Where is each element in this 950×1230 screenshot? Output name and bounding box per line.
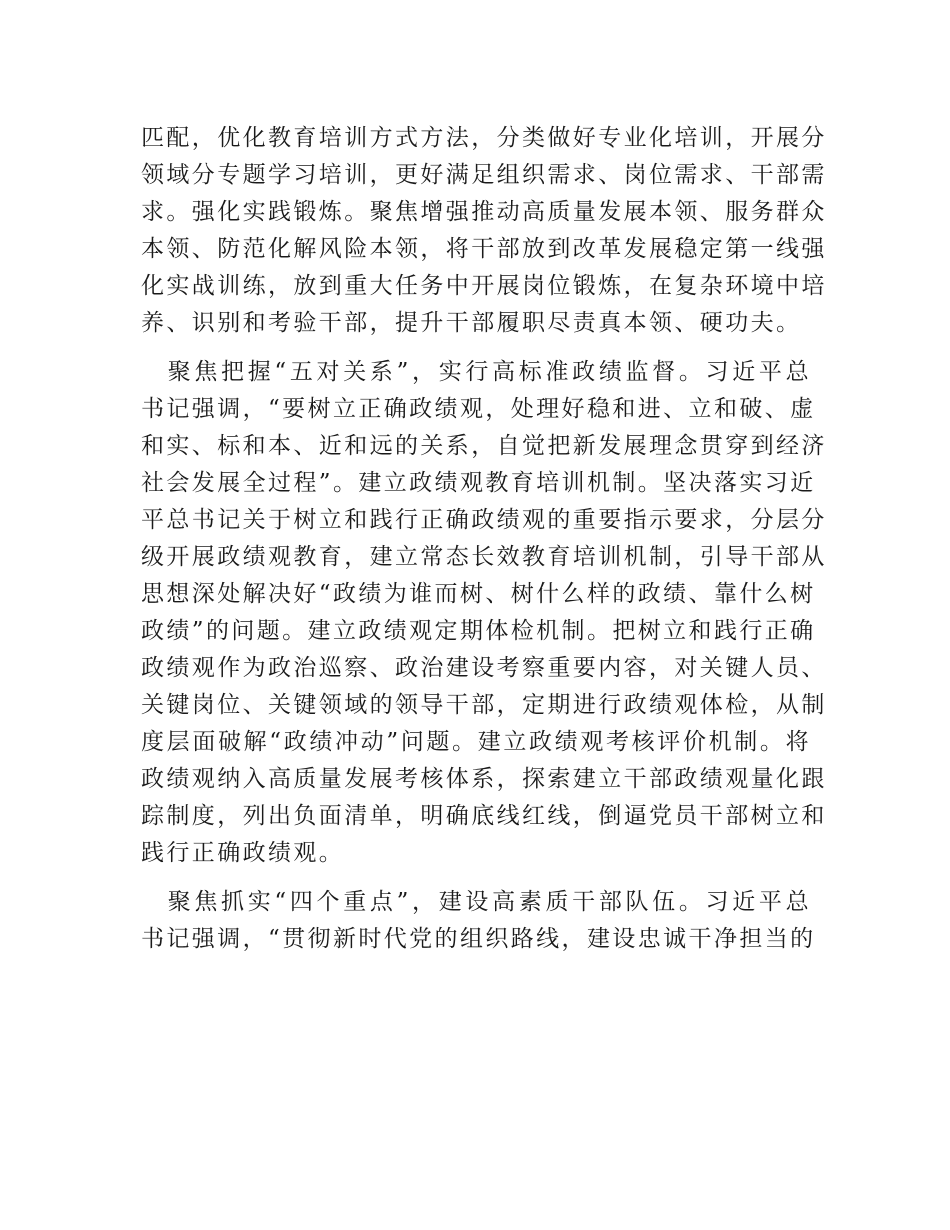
text-line: 级开展政绩观教育，建立常态长效教育培训机制，引导干部从: [141, 544, 827, 570]
text-line: 和实、标和本、近和远的关系，自觉把新发展理念贯穿到经济: [141, 433, 827, 459]
text-line: 领域分专题学习培训，更好满足组织需求、岗位需求、干部需: [141, 162, 827, 188]
text-line: 度层面破解“政绩冲动”问题。建立政绩观考核评价机制。将: [141, 729, 811, 755]
text-line: 关键岗位、关键领域的领导干部，定期进行政绩观体检，从制: [141, 692, 827, 718]
text-line: 政绩观纳入高质量发展考核体系，探索建立干部政绩观量化跟: [141, 766, 827, 792]
text-line: 社会发展全过程”。建立政绩观教育培训机制。坚决落实习近: [141, 470, 816, 496]
paragraph: [141, 884, 816, 958]
paragraph-spacing: [141, 872, 811, 884]
text-line: 政绩”的问题。建立政绩观定期体检机制。把树立和践行正确: [141, 618, 816, 644]
text-line: 养、识别和考验干部，提升干部履职尽责真本领、硬功夫。: [141, 310, 802, 336]
text-line: 求。强化实践锻炼。聚焦增强推动高质量发展本领、服务群众: [141, 199, 827, 225]
paragraph: [141, 120, 827, 342]
paragraph-spacing: [141, 342, 811, 354]
text-line: 书记强调，“要树立正确政绩观，处理好稳和进、立和破、虚: [141, 396, 816, 422]
text-line: 践行正确政绩观。: [141, 840, 345, 866]
text-line: 聚焦把握“五对关系”，实行高标准政绩监督。习近平总: [141, 359, 811, 385]
paragraph: [141, 354, 827, 872]
text-line: 政绩观作为政治巡察、政治建设考察重要内容，对关键人员、: [141, 655, 827, 681]
text-line: 化实战训练，放到重大任务中开展岗位锻炼，在复杂环境中培: [141, 273, 827, 299]
text-line: 聚焦抓实“四个重点”，建设高素质干部队伍。习近平总: [141, 889, 811, 915]
text-line: 思想深处解决好“政绩为谁而树、树什么样的政绩、靠什么树: [141, 581, 816, 607]
text-line: 本领、防范化解风险本领，将干部放到改革发展稳定第一线强: [141, 236, 827, 262]
text-line: 平总书记关于树立和践行正确政绩观的重要指示要求，分层分: [141, 507, 827, 533]
text-line: 书记强调，“贯彻新时代党的组织路线，建设忠诚干净担当的: [141, 926, 816, 952]
document-body: [141, 120, 827, 958]
text-line: 匹配，优化教育培训方式方法，分类做好专业化培训，开展分: [141, 125, 827, 151]
text-line: 踪制度，列出负面清单，明确底线红线，倒逼党员干部树立和: [141, 803, 827, 829]
